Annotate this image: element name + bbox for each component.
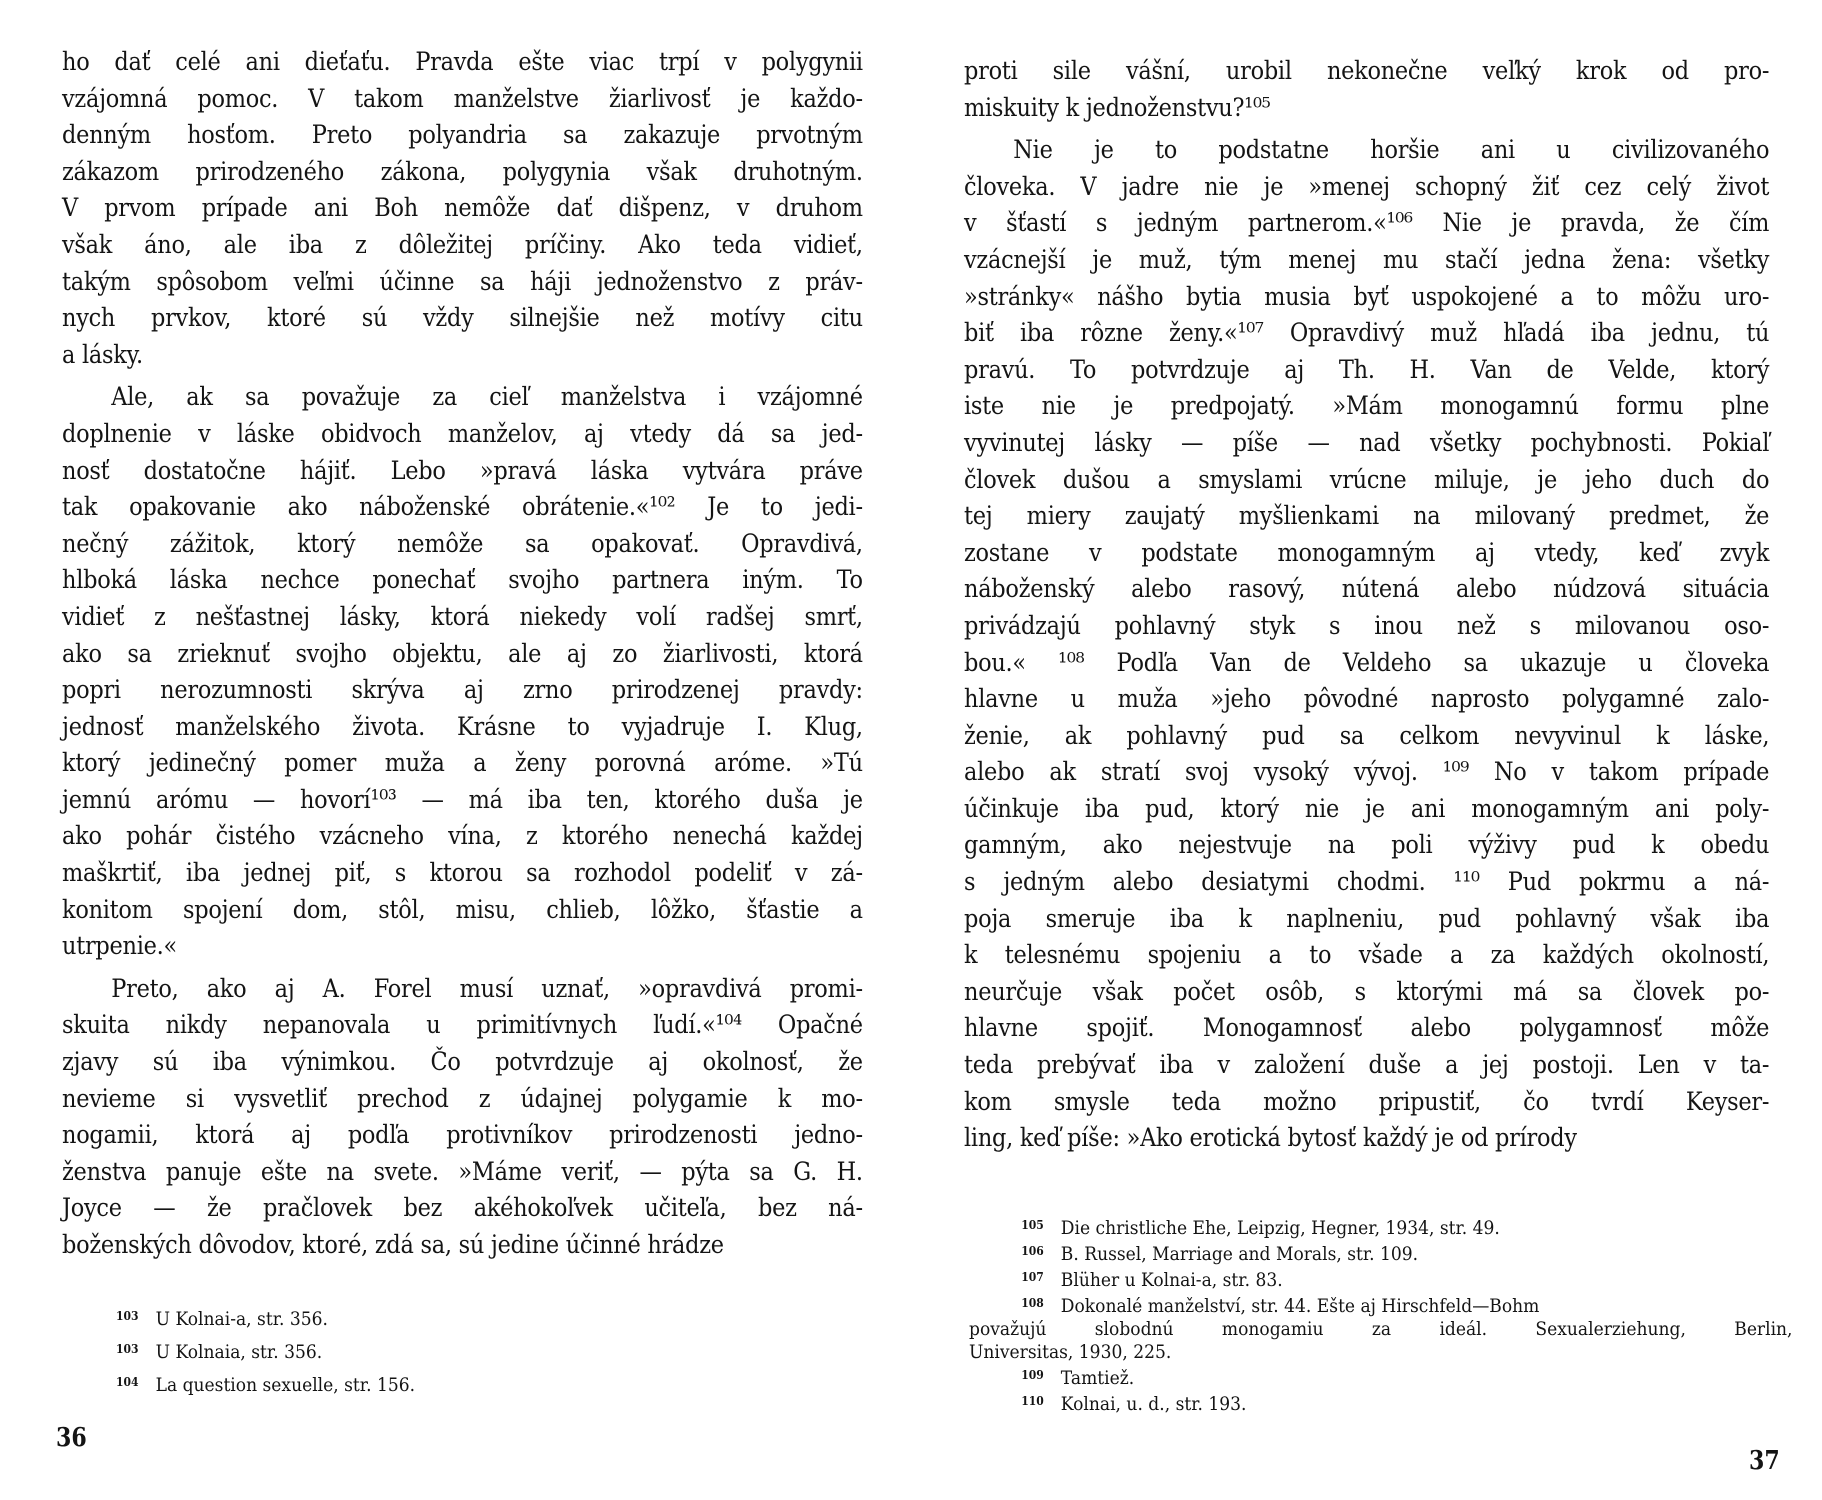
- left-page-footnotes: [116, 1301, 674, 1400]
- footnote-text: Die christliche Ehe, Leipzig, Hegner, 1934, str. 49.: [1060, 1217, 1500, 1239]
- text-line: boženských dôvodov, ktoré, zdá sa, sú jedine účinné hrádze: [62, 1230, 724, 1260]
- text-line: ako sa zrieknuť svojho objektu, ale aj zo žiarlivosti, ktorá: [62, 638, 863, 669]
- footnote-continuation: považujú slobodnú monogamiu za ideál. Sexualerziehung, Berlin,: [969, 1318, 1793, 1340]
- text-line: Ale, ak sa považuje za cieľ manželstva i vzájomné: [111, 382, 863, 413]
- text-line: utrpenie.«: [62, 931, 177, 962]
- paragraph: [62, 971, 863, 1264]
- text-line: človeka. V jadre nie je »menej schopný žiť cez celý život: [964, 171, 1770, 202]
- text-line: nogamii, ktorá aj podľa protivníkov prirodzenosti jedno-: [62, 1120, 863, 1151]
- footnote-number: 108: [1021, 1296, 1044, 1310]
- page-number: 36: [56, 1423, 87, 1453]
- text-line: maškrtiť, iba jednej piť, s ktorou sa rozhodol podeliť v zá-: [62, 858, 863, 889]
- text-line: konitom spojení dom, stôl, misu, chlieb, lôžko, šťastie a: [62, 894, 863, 925]
- text-line: v šťastí s jedným partnerom.«¹⁰⁶ Nie je pravda, že čím: [964, 208, 1770, 239]
- text-line: ženstva panuje ešte na svete. »Máme veriť, — pýta sa G. H.: [62, 1156, 863, 1187]
- footnote-text: B. Russel, Marriage and Morals, str. 109.: [1060, 1243, 1419, 1265]
- text-line: bou.« ¹⁰⁸ Podľa Van de Veldeho sa ukazuje u človeka: [964, 647, 1770, 678]
- text-line: ho dať celé ani dieťaťu. Pravda ešte viac trpí v polygynii: [62, 47, 863, 77]
- footnote-number: 104: [116, 1375, 139, 1389]
- text-line: Nie je to podstatne horšie ani u civilizovaného: [1013, 135, 1770, 166]
- footnote-number: 103: [116, 1342, 139, 1356]
- text-line: však áno, ale iba z dôležitej príčiny. Ako teda vidieť,: [62, 229, 863, 260]
- text-line: vzácnejší je muž, tým menej mu stačí jedna žena: všetky: [964, 244, 1770, 275]
- text-line: zákazom prirodzeného zákona, polygynia však druhotným.: [62, 156, 863, 187]
- text-line: nych prvkov, ktoré sú vždy silnejšie než motívy citu: [62, 303, 863, 334]
- paragraph: [62, 379, 863, 965]
- text-line: denným hosťom. Preto polyandria sa zakazuje prvotným: [62, 120, 863, 151]
- text-line: Joyce — že pračlovek bez akéhokoľvek učiteľa, bez ná-: [62, 1193, 863, 1224]
- footnote-number: 107: [1021, 1270, 1044, 1284]
- text-line: »stránky« nášho bytia musia byť uspokojené a to môžu uro-: [964, 281, 1770, 312]
- text-line: skuita nikdy nepanovala u primitívnych ľudí.«¹⁰⁴ Opačné: [62, 1010, 863, 1041]
- footnote: [969, 1292, 1793, 1318]
- right-page-footnotes: [969, 1214, 1793, 1416]
- text-line: proti sile vášní, urobil nekonečne veľký krok od pro-: [964, 56, 1770, 86]
- text-line: hlavne spojiť. Monogamnosť alebo polygamnosť môže: [964, 1013, 1770, 1044]
- text-line: pravú. To potvrdzuje aj Th. H. Van de Velde, ktorý: [964, 354, 1770, 385]
- footnote-text: Tamtiež.: [1060, 1367, 1135, 1389]
- text-line: s jedným alebo desiatymi chodmi. ¹¹⁰ Pud pokrmu a ná-: [964, 867, 1770, 898]
- footnote-number: 109: [1021, 1368, 1044, 1382]
- footnote-continuation: Universitas, 1930, 225.: [969, 1341, 1172, 1363]
- text-line: Preto, ako aj A. Forel musí uznať, »opravdivá promi-: [111, 973, 863, 1004]
- footnote: [969, 1390, 1793, 1416]
- text-line: účinkuje iba pud, ktorý nie je ani monogamným ani poly-: [964, 793, 1770, 824]
- text-line: zostane v podstate monogamným aj vtedy, keď zvyk: [964, 537, 1770, 568]
- text-line: kom smysle teda možno pripustiť, čo tvrdí Keyser-: [964, 1086, 1770, 1117]
- footnote-number: 110: [1021, 1394, 1044, 1408]
- text-line: tej miery zaujatý myšlienkami na milovaný predmet, že: [964, 501, 1770, 532]
- footnote-number: 106: [1021, 1244, 1044, 1258]
- text-line: neurčuje však počet osôb, s ktorými má sa človek po-: [964, 976, 1770, 1007]
- footnote: [969, 1266, 1793, 1292]
- text-line: k telesnému spojeniu a to všade a za každých okolností,: [964, 940, 1770, 971]
- text-line: nevieme si vysvetliť prechod z údajnej polygamie k mo-: [62, 1083, 863, 1114]
- text-line: biť iba rôzne ženy.«¹⁰⁷ Opravdivý muž hľadá iba jednu, tú: [964, 318, 1770, 349]
- text-line: nosť dostatočne hájiť. Lebo »pravá láska vytvára práve: [62, 455, 863, 486]
- text-line: nečný zážitok, ktorý nemôže sa opakovať. Opravdivá,: [62, 528, 863, 559]
- footnote-number: 105: [1021, 1218, 1044, 1232]
- text-line: človek dušou a smyslami vrúcne miluje, je jeho duch do: [964, 464, 1770, 495]
- footnote: [969, 1364, 1793, 1390]
- page-number: 37: [1749, 1446, 1780, 1476]
- text-line: V prvom prípade ani Boh nemôže dať dišpenz, v druhom: [62, 193, 863, 224]
- text-line: poja smeruje iba k naplneniu, pud pohlavný však iba: [964, 903, 1770, 934]
- text-line: vzájomná pomoc. V takom manželstve žiarlivosť je každo-: [62, 83, 863, 114]
- text-line: vidieť z nešťastnej lásky, ktorá niekedy volí radšej smrť,: [62, 601, 863, 632]
- footnote-text: Dokonalé manželství, str. 44. Ešte aj Hirschfeld—Bohm: [1060, 1295, 1540, 1317]
- footnote: [116, 1301, 674, 1334]
- footnote-text: Blüher u Kolnai-a, str. 83.: [1060, 1269, 1283, 1291]
- footnote-number: 103: [116, 1309, 139, 1323]
- paragraph: [964, 132, 1769, 1157]
- text-line: vyvinutej lásky — píše — nad všetky pochybnosti. Pokiaľ: [964, 427, 1770, 458]
- paragraph: [62, 44, 863, 373]
- text-line: jemnú arómu — hovorí¹⁰³ — má iba ten, ktorého duša je: [62, 784, 863, 815]
- right-page: [911, 0, 1822, 1500]
- text-line: jednosť manželského života. Krásne to vyjadruje I. Klug,: [62, 711, 863, 742]
- right-page-body: [964, 53, 1769, 1157]
- footnote: [969, 1240, 1793, 1266]
- text-line: privádzajú pohlavný styk s inou než s milovanou oso-: [964, 610, 1770, 641]
- text-line: a lásky.: [62, 339, 143, 370]
- text-line: náboženský alebo rasový, nútená alebo núdzová situácia: [964, 574, 1770, 605]
- footnote: [116, 1334, 674, 1367]
- text-line: ling, keď píše: »Ako erotická bytosť každý je od prírody: [964, 1123, 1577, 1154]
- text-line: doplnenie v láske obidvoch manželov, aj vtedy dá sa jed-: [62, 418, 863, 449]
- footnote-text: La question sexuelle, str. 156.: [155, 1374, 416, 1396]
- text-line: zjavy sú iba výnimkou. Čo potvrdzuje aj okolnosť, že: [62, 1047, 863, 1078]
- text-line: tak opakovanie ako náboženské obrátenie.«¹⁰² Je to jedi-: [62, 492, 863, 523]
- text-line: ženie, ak pohlavný pud sa celkom nevyvinul k láske,: [964, 720, 1770, 751]
- text-line: popri nerozumnosti skrýva aj zrno prirodzenej pravdy:: [62, 675, 863, 706]
- left-page-body: [62, 44, 863, 1264]
- footnote: [969, 1214, 1793, 1240]
- text-line: teda prebývať iba v založení duše a jej postoji. Len v ta-: [964, 1050, 1770, 1081]
- footnote-text: Kolnai, u. d., str. 193.: [1060, 1393, 1247, 1415]
- text-line: hlboká láska nechce ponechať svojho partnera iným. To: [62, 565, 863, 596]
- text-line: miskuity k jednoženstvu?¹⁰⁵: [964, 92, 1271, 123]
- text-line: takým spôsobom veľmi účinne sa háji jednoženstvo z práv-: [62, 266, 863, 297]
- text-line: ako pohár čistého vzácneho vína, z ktorého nenechá každej: [62, 821, 863, 852]
- footnote: [116, 1367, 674, 1400]
- text-line: alebo ak stratí svoj vysoký vývoj. ¹⁰⁹ No v takom prípade: [964, 757, 1770, 788]
- text-line: ktorý jedinečný pomer muža a ženy porovná aróme. »Tú: [62, 748, 863, 779]
- text-line: hlavne u muža »jeho pôvodné naprosto polygamné zalo-: [964, 684, 1770, 715]
- footnote-text: U Kolnaia, str. 356.: [155, 1341, 323, 1363]
- text-line: gamným, ako nejestvuje na poli výživy pud k obedu: [964, 830, 1770, 861]
- text-line: iste nie je predpojatý. »Mám monogamnú formu plne: [964, 391, 1770, 422]
- paragraph: [964, 53, 1769, 126]
- footnote-text: U Kolnai-a, str. 356.: [155, 1308, 328, 1330]
